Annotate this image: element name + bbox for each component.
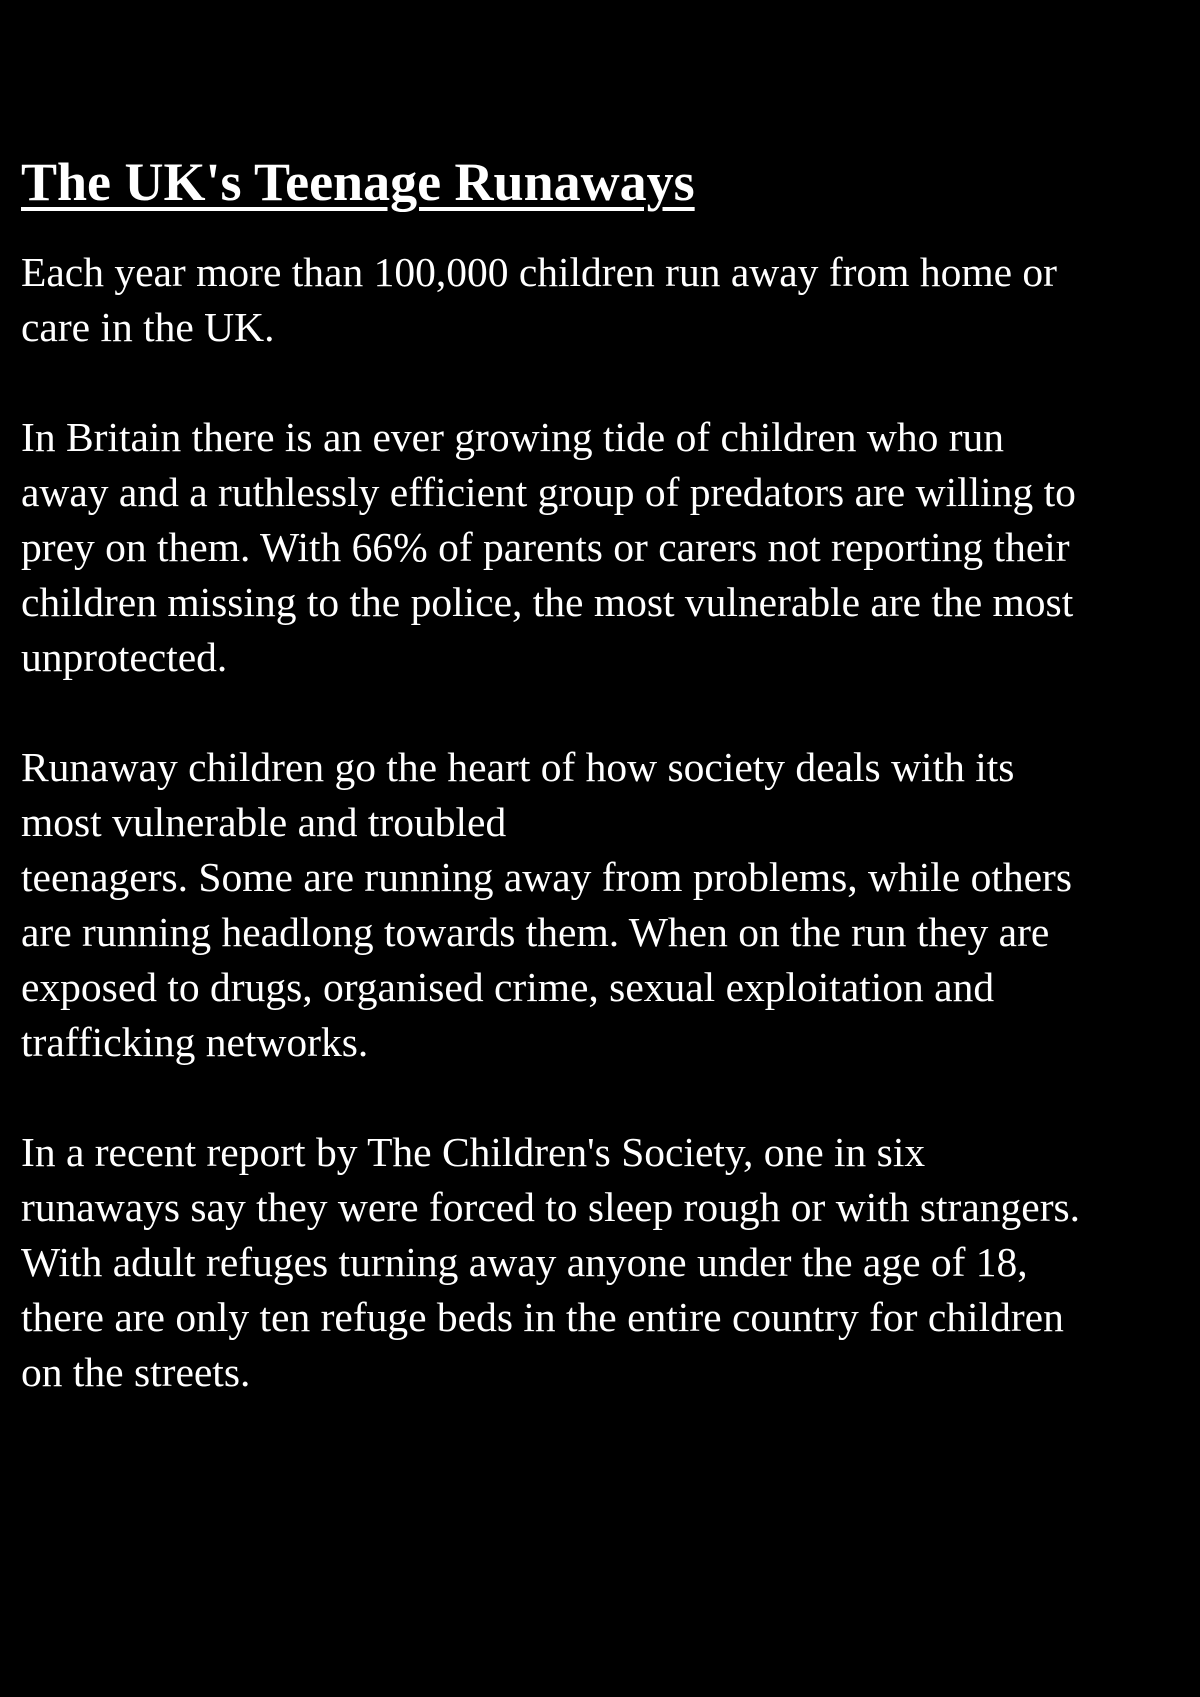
paragraph-report xyxy=(21,1125,1196,1400)
paragraph-line: In Britain there is an ever growing tide of children who run xyxy=(21,413,1005,460)
document-title: The UK's Teenage Runaways xyxy=(21,152,695,212)
paragraph-line: unprotected. xyxy=(21,633,228,680)
paragraph-line: prey on them. With 66% of parents or carers not reporting their xyxy=(21,523,1070,570)
paragraph-line: are running headlong towards them. When on the run they are xyxy=(21,908,1050,955)
paragraph-line: there are only ten refuge beds in the entire country for children xyxy=(21,1293,1064,1340)
paragraph-line: care in the UK. xyxy=(21,303,275,350)
paragraph-line: runaways say they were forced to sleep rough or with strangers. xyxy=(21,1183,1081,1230)
paragraph-intro xyxy=(21,245,1196,355)
paragraph-society xyxy=(21,740,1196,1070)
paragraph-line: teenagers. Some are running away from problems, while others xyxy=(21,853,1073,900)
paragraph-line: on the streets. xyxy=(21,1348,251,1395)
paragraph-line: Each year more than 100,000 children run away from home or xyxy=(21,248,1057,295)
paragraph-line: With adult refuges turning away anyone under the age of 18, xyxy=(21,1238,1028,1285)
paragraph-line: children missing to the police, the most vulnerable are the most xyxy=(21,578,1074,625)
paragraph-line: away and a ruthlessly efficient group of predators are willing to xyxy=(21,468,1076,515)
paragraph-line: In a recent report by The Children's Society, one in six xyxy=(21,1128,926,1175)
paragraph-line: Runaway children go the heart of how society deals with its xyxy=(21,743,1015,790)
document xyxy=(21,150,1196,1400)
paragraph-predators xyxy=(21,410,1196,685)
paragraph-line: most vulnerable and troubled xyxy=(21,798,507,845)
paragraph-line: exposed to drugs, organised crime, sexual exploitation and xyxy=(21,963,995,1010)
paragraph-line: trafficking networks. xyxy=(21,1018,369,1065)
